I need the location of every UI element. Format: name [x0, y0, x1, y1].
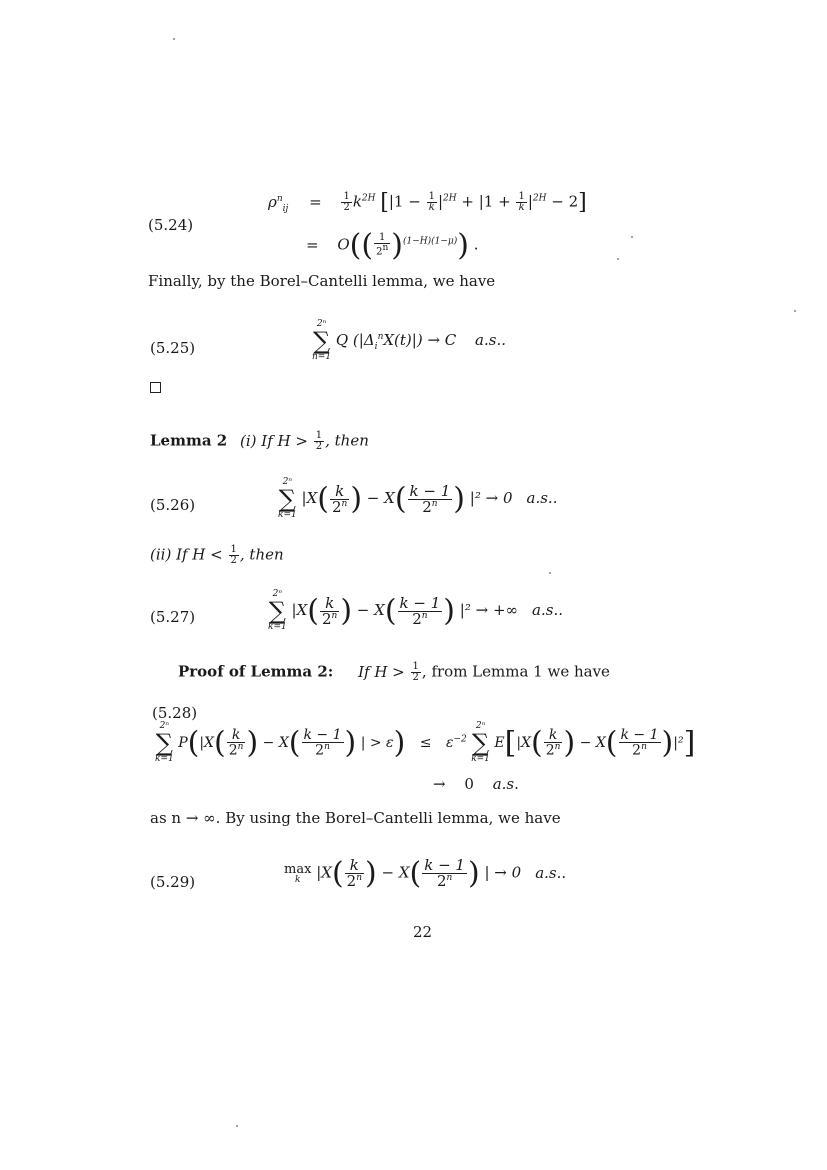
proof-heading-line: Proof of Lemma 2: If H > $\frac{1}{2}$ , from Lemma 1 we have: [178, 661, 610, 683]
fraction: $\frac{1}{k}$: [428, 191, 435, 213]
equation-number: (5.27): [150, 608, 196, 626]
equation-5-24-line1: $\rho^n_{ij}$ = $\frac{1}{2}$ $k^{2H}$ [|1 − $\frac{1}{k}$ $|^{2H} + |1$ + $\frac{1}{k}$ $|^{2H} - 2$]: [268, 190, 587, 215]
sum-symbol: 2ⁿ ∑ k=1: [471, 721, 490, 764]
fraction: $\frac{k}{2^n}$: [228, 727, 244, 759]
scan-speck: [617, 258, 619, 260]
sum-symbol: 2ⁿ ∑ k=1: [268, 589, 287, 632]
scan-speck: [173, 38, 175, 40]
fraction: $\frac{k - 1}{2^n}$: [409, 481, 451, 516]
fraction: $\frac{k}{2^n}$: [331, 481, 348, 516]
equation-number: (5.26): [150, 496, 196, 514]
equation-5-24-line2: = O(( $\frac{1}{2^n}$ )$^{(1-H)(1-\mu)}$) .: [306, 228, 479, 263]
equation-5-29: max k |X( $\frac{k}{2^n}$ ) − X( $\frac{k - 1}{2^n}$ ) | → 0 a.s..: [284, 856, 567, 891]
sum-symbol: 2ⁿ ∑ k=1: [155, 721, 174, 764]
equation-5-26: 2ⁿ ∑ k=1 |X( $\frac{k}{2^n}$ ) − X( $\frac{k - 1}{2^n}$ ) |² → 0 a.s..: [278, 477, 558, 520]
page-number: 22: [413, 923, 433, 941]
max-operator: max k: [284, 861, 312, 885]
equation-number: (5.25): [150, 339, 196, 357]
fraction: $\frac{1}{2}$: [315, 430, 323, 452]
fraction: $\frac{1}{2^n}$: [376, 232, 389, 258]
rho-symbol: $\rho^n_{ij}$: [268, 192, 289, 214]
fraction: $\frac{1}{2}$: [412, 661, 419, 683]
fraction: $\frac{k - 1}{2^n}$: [303, 727, 342, 759]
scan-speck: [549, 572, 551, 574]
paragraph-as-n: as n → ∞. By using the Borel–Cantelli lemma, we have: [150, 809, 561, 827]
scan-speck: [631, 236, 633, 238]
equation-5-28-line1: 2ⁿ ∑ k=1 P(|X( $\frac{k}{2^n}$ ) − X( $\frac{k - 1}{2^n}$ ) | > $\varepsilon) \le \varepsilon^{-2}$ 2ⁿ ∑ k=1 E[|X( $\frac{k}{2^n}$ ) − X( $\frac{k - 1}{2^n}$ )|²]: [155, 721, 696, 764]
proof-title: Proof of Lemma 2:: [178, 662, 334, 681]
equation-number: (5.28): [152, 704, 198, 722]
equals-sign: =: [306, 235, 319, 254]
equation-5-28-line2: → 0 a.s.: [433, 775, 519, 793]
equation-5-25: 2ⁿ ∑ n=1 Q $(|\Delta_i^nX(t)|) \to C$ a.s..: [312, 319, 506, 362]
sum-symbol: 2ⁿ ∑ k=1: [278, 477, 297, 520]
fraction: $\frac{k}{2^n}$: [321, 593, 338, 628]
lemma-title: Lemma 2: [150, 431, 228, 450]
paragraph-borel-cantelli: Finally, by the Borel–Cantelli lemma, we have: [148, 272, 496, 290]
fraction: $\frac{k - 1}{2^n}$: [424, 856, 465, 890]
scan-speck: [236, 1125, 238, 1127]
fraction: $\frac{1}{2}$: [230, 544, 237, 566]
fraction: $\frac{k - 1}{2^n}$: [399, 593, 441, 628]
equals-sign: =: [309, 192, 322, 211]
fraction: $\frac{k}{2^n}$: [346, 856, 362, 890]
fraction: $\frac{k}{2^n}$: [545, 727, 561, 759]
lemma-2-part-ii: (ii) If H < $\frac{1}{2}$ , then: [150, 544, 284, 566]
sum-symbol: 2ⁿ ∑ n=1: [312, 319, 332, 362]
fraction: $\frac{k - 1}{2^n}$: [620, 727, 659, 759]
equation-5-27: 2ⁿ ∑ k=1 |X( $\frac{k}{2^n}$ ) − X( $\frac{k - 1}{2^n}$ ) |² → +∞ a.s..: [268, 589, 563, 632]
qed-box: [150, 382, 161, 393]
equation-number: (5.29): [150, 873, 196, 891]
lemma-2-statement: Lemma 2 (i) If H > $\frac{1}{2}$ , then: [150, 430, 369, 452]
fraction: $\frac{1}{2}$: [343, 191, 350, 213]
scan-speck: [794, 310, 796, 312]
equation-number: (5.24): [148, 216, 194, 234]
fraction: $\frac{1}{k}$: [518, 191, 525, 213]
